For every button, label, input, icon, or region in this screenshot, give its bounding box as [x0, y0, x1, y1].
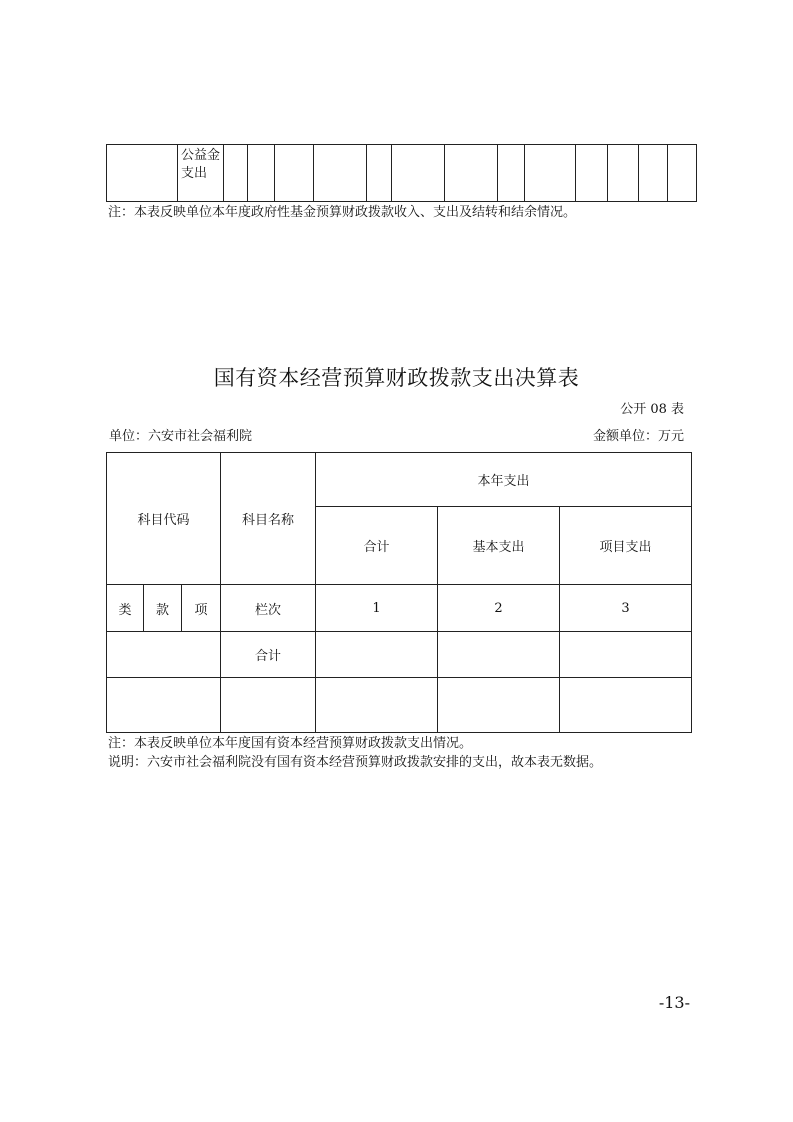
continuation-cell: [275, 145, 314, 202]
continuation-cell: [367, 145, 392, 202]
total-row-label: 合计: [221, 632, 316, 678]
empty-row-cell: [560, 678, 692, 733]
lanci-1: 1: [316, 585, 438, 632]
page-number: -13-: [658, 993, 690, 1012]
total-row-code-cell: [107, 632, 221, 678]
continuation-cell: [107, 145, 178, 202]
total-row-cell: [438, 632, 560, 678]
continuation-cell: [525, 145, 576, 202]
header-project-expense: 项目支出: [560, 507, 692, 585]
row-label-lanci: 栏次: [221, 585, 316, 632]
continuation-cell: [392, 145, 445, 202]
budget-expense-table: [106, 452, 692, 733]
header-basic-expense: 基本支出: [438, 507, 560, 585]
header-subject-name: 科目名称: [221, 453, 316, 585]
continuation-cell: [608, 145, 639, 202]
table-explanation: 说明：六安市社会福利院没有国有资本经营预算财政拨款安排的支出，故本表无数据。: [108, 755, 603, 770]
continuation-cell: [576, 145, 608, 202]
empty-row-cell: [221, 678, 316, 733]
continuation-cell: [668, 145, 697, 202]
amount-unit: 金额单位：万元: [592, 429, 684, 444]
total-row-cell: [560, 632, 692, 678]
sub-header-kuan: 款: [144, 585, 182, 632]
continuation-table: [106, 144, 697, 202]
header-subject-code: 科目代码: [107, 453, 221, 585]
continuation-label-cell: 公益金支出: [178, 145, 224, 202]
continuation-cell: [498, 145, 525, 202]
continuation-cell: [639, 145, 668, 202]
continuation-cell: [248, 145, 275, 202]
unit-label: 单位：六安市社会福利院: [109, 429, 253, 444]
sub-header-xiang: 项: [182, 585, 221, 632]
header-total: 合计: [316, 507, 438, 585]
empty-row-cell: [316, 678, 438, 733]
top-note: 注：本表反映单位本年度政府性基金预算财政拨款收入、支出及结转和结余情况。: [108, 205, 577, 220]
sub-header-lei: 类: [107, 585, 144, 632]
table-note: 注：本表反映单位本年度国有资本经营预算财政拨款支出情况。: [108, 736, 473, 751]
total-row-cell: [316, 632, 438, 678]
continuation-cell: [445, 145, 498, 202]
lanci-3: 3: [560, 585, 692, 632]
empty-row-cell: [438, 678, 560, 733]
continuation-cell: [224, 145, 248, 202]
form-code: 公开 08 表: [620, 402, 684, 417]
page-title: 国有资本经营预算财政拨款支出决算表: [213, 366, 580, 390]
continuation-cell: [314, 145, 367, 202]
lanci-2: 2: [438, 585, 560, 632]
header-year-expense: 本年支出: [316, 453, 692, 507]
empty-row-cell: [107, 678, 221, 733]
